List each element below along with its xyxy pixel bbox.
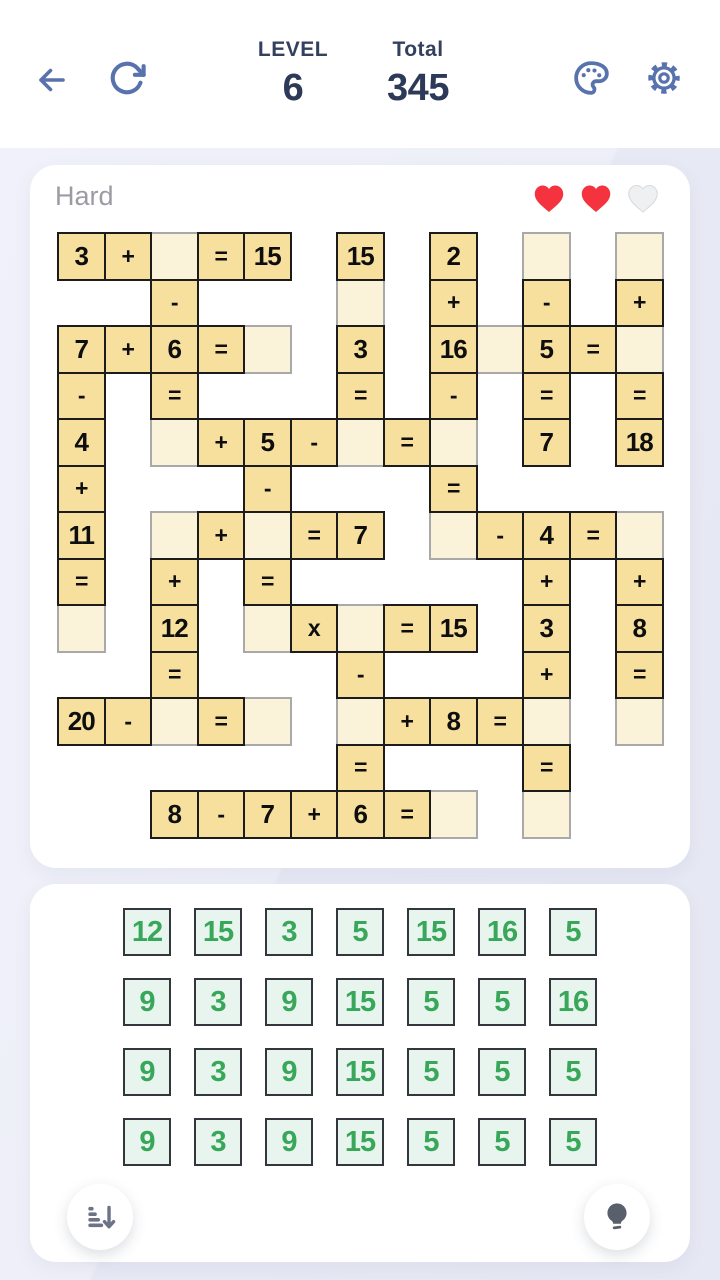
grid-cell-empty[interactable] [336,697,385,746]
grid-cell-given: x [290,604,339,653]
number-tile[interactable]: 5 [407,1048,455,1096]
level-label: LEVEL [257,38,329,61]
grid-cell-empty[interactable] [336,418,385,467]
grid-cell-given: 7 [336,511,385,560]
grid-cell-given: - [150,279,199,328]
number-tile[interactable]: 15 [336,1048,384,1096]
total-stat [353,38,483,110]
grid-cell-empty[interactable] [615,232,664,281]
grid-cell-given: = [197,325,246,374]
tray-row [123,978,597,1026]
grid-cell-given: = [57,558,106,607]
grid-cell-empty[interactable] [243,511,292,560]
number-tile[interactable]: 5 [478,978,526,1026]
grid-cell-empty[interactable] [476,325,525,374]
theme-button[interactable] [572,59,610,97]
number-tray [30,908,690,1166]
number-tile[interactable]: 15 [194,908,242,956]
grid-cell-given: 5 [243,418,292,467]
tray-row [123,1048,597,1096]
grid-cell-given: 15 [336,232,385,281]
grid-cell-given: + [615,279,664,328]
grid-cell-empty[interactable] [336,279,385,328]
heart-empty-icon [626,182,660,213]
grid-cell-given: 15 [243,232,292,281]
grid-cell-given: = [243,558,292,607]
grid-cell-given: 4 [57,418,106,467]
grid-cell-given: - [522,279,571,328]
grid-cell-given: = [615,372,664,421]
grid-cell-empty[interactable] [522,697,571,746]
grid-cell-given: 7 [57,325,106,374]
grid-cell-empty[interactable] [150,418,199,467]
hint-button[interactable] [584,1184,650,1250]
total-label: Total [392,38,444,61]
level-stat [228,38,358,110]
grid-cell-given: + [197,511,246,560]
grid-cell-empty[interactable] [150,697,199,746]
grid-cell-given: 3 [522,604,571,653]
grid-cell-given: + [615,558,664,607]
number-tile[interactable]: 9 [265,1048,313,1096]
grid-cell-given: = [383,418,432,467]
palette-icon [572,59,610,97]
number-tile[interactable]: 3 [194,978,242,1026]
grid-cell-given: + [104,232,153,281]
grid-cell-given: 7 [522,418,571,467]
number-tile[interactable]: 16 [478,908,526,956]
grid-cell-given: = [429,465,478,514]
sort-icon [83,1200,117,1234]
grid-cell-given: - [336,651,385,700]
grid-cell-given: = [383,604,432,653]
header [0,0,720,148]
grid-cell-given: = [569,511,618,560]
back-button[interactable] [34,63,68,97]
grid-cell-given: + [290,790,339,839]
number-tile[interactable]: 9 [123,1048,171,1096]
grid-cell-given: 8 [615,604,664,653]
grid-cell-given: 18 [615,418,664,467]
grid-cell-empty[interactable] [429,418,478,467]
refresh-icon [108,59,146,97]
grid-cell-given: + [429,279,478,328]
heart-filled-icon [579,182,613,213]
grid-cell-given: = [569,325,618,374]
sort-button[interactable] [67,1184,133,1250]
grid-cell-given: - [476,511,525,560]
number-tile[interactable]: 9 [123,978,171,1026]
grid-cell-given: = [522,744,571,793]
grid-cell-empty[interactable] [522,232,571,281]
grid-cell-empty[interactable] [57,604,106,653]
grid-cell-given: = [197,697,246,746]
number-tile[interactable]: 15 [336,978,384,1026]
tray-row [123,1118,597,1166]
grid-cell-given: 12 [150,604,199,653]
grid-cell-given: + [150,558,199,607]
grid-cell-given: 6 [336,790,385,839]
number-tile[interactable]: 5 [549,1118,597,1166]
heart-filled-icon [532,182,566,213]
number-tile[interactable]: 15 [336,1118,384,1166]
number-tile[interactable]: 9 [265,1118,313,1166]
grid-cell-given: + [104,325,153,374]
grid-cell-given: 16 [429,325,478,374]
grid-cell-given: - [104,697,153,746]
grid-cell-given: 3 [57,232,106,281]
number-tile[interactable]: 3 [194,1118,242,1166]
grid-cell-given: - [243,465,292,514]
grid-cell-empty[interactable] [615,325,664,374]
difficulty-label: Hard [55,181,114,211]
grid-cell-given: 3 [336,325,385,374]
grid-cell-given: = [290,511,339,560]
settings-button[interactable] [645,59,683,97]
number-tile[interactable]: 12 [123,908,171,956]
grid-cell-given: + [522,558,571,607]
grid-cell-given: + [522,651,571,700]
grid-cell-given: = [150,651,199,700]
grid-cell-given: 5 [522,325,571,374]
number-tile[interactable]: 15 [407,908,455,956]
number-tile[interactable]: 9 [265,978,313,1026]
grid-cell-given: - [197,790,246,839]
number-tile[interactable]: 5 [478,1048,526,1096]
grid-cell-empty[interactable] [429,511,478,560]
grid-cell-empty[interactable] [243,325,292,374]
tile-tray-card [30,884,690,1262]
tray-row [123,908,597,956]
grid-cell-empty[interactable] [150,232,199,281]
grid-cell-given: 6 [150,325,199,374]
grid-cell-given: - [290,418,339,467]
grid-cell-given: = [336,744,385,793]
grid-cell-given: = [336,372,385,421]
lives [532,182,660,213]
grid-cell-given: 11 [57,511,106,560]
number-tile[interactable]: 3 [194,1048,242,1096]
grid-cell-given: = [522,372,571,421]
grid-cell-given: - [57,372,106,421]
grid-cell-given: + [383,697,432,746]
grid-cell-empty[interactable] [429,790,478,839]
grid-cell-given: 8 [429,697,478,746]
number-tile[interactable]: 5 [549,1048,597,1096]
grid-cell-given: = [476,697,525,746]
grid-cell-given: 2 [429,232,478,281]
grid-cell-given: 15 [429,604,478,653]
number-tile[interactable]: 5 [549,908,597,956]
number-tile[interactable]: 9 [123,1118,171,1166]
grid-cell-given: 4 [522,511,571,560]
grid-cell-empty[interactable] [243,604,292,653]
grid-cell-given: - [429,372,478,421]
puzzle-grid [57,232,664,839]
grid-cell-given: = [615,651,664,700]
grid-cell-given: = [383,790,432,839]
grid-cell-empty[interactable] [150,511,199,560]
number-tile[interactable]: 5 [407,1118,455,1166]
grid-cell-given: + [57,465,106,514]
total-value: 345 [387,67,449,109]
grid-cell-empty[interactable] [615,511,664,560]
number-tile[interactable]: 3 [265,908,313,956]
grid-cell-empty[interactable] [615,697,664,746]
number-tile[interactable]: 5 [478,1118,526,1166]
grid-cell-given: 7 [243,790,292,839]
refresh-button[interactable] [108,59,146,97]
number-tile[interactable]: 5 [336,908,384,956]
grid-cell-empty[interactable] [243,697,292,746]
grid-cell-given: + [197,418,246,467]
grid-cell-given: = [197,232,246,281]
number-tile[interactable]: 16 [549,978,597,1026]
gear-icon [645,59,683,97]
lightbulb-icon [600,1200,634,1234]
grid-cell-given: 20 [57,697,106,746]
grid-cell-given: 8 [150,790,199,839]
number-tile[interactable]: 5 [407,978,455,1026]
grid-cell-empty[interactable] [522,790,571,839]
puzzle-card [30,165,690,868]
grid-cell-given: = [150,372,199,421]
back-icon [34,63,68,97]
grid-cell-empty[interactable] [336,604,385,653]
level-value: 6 [282,67,304,109]
